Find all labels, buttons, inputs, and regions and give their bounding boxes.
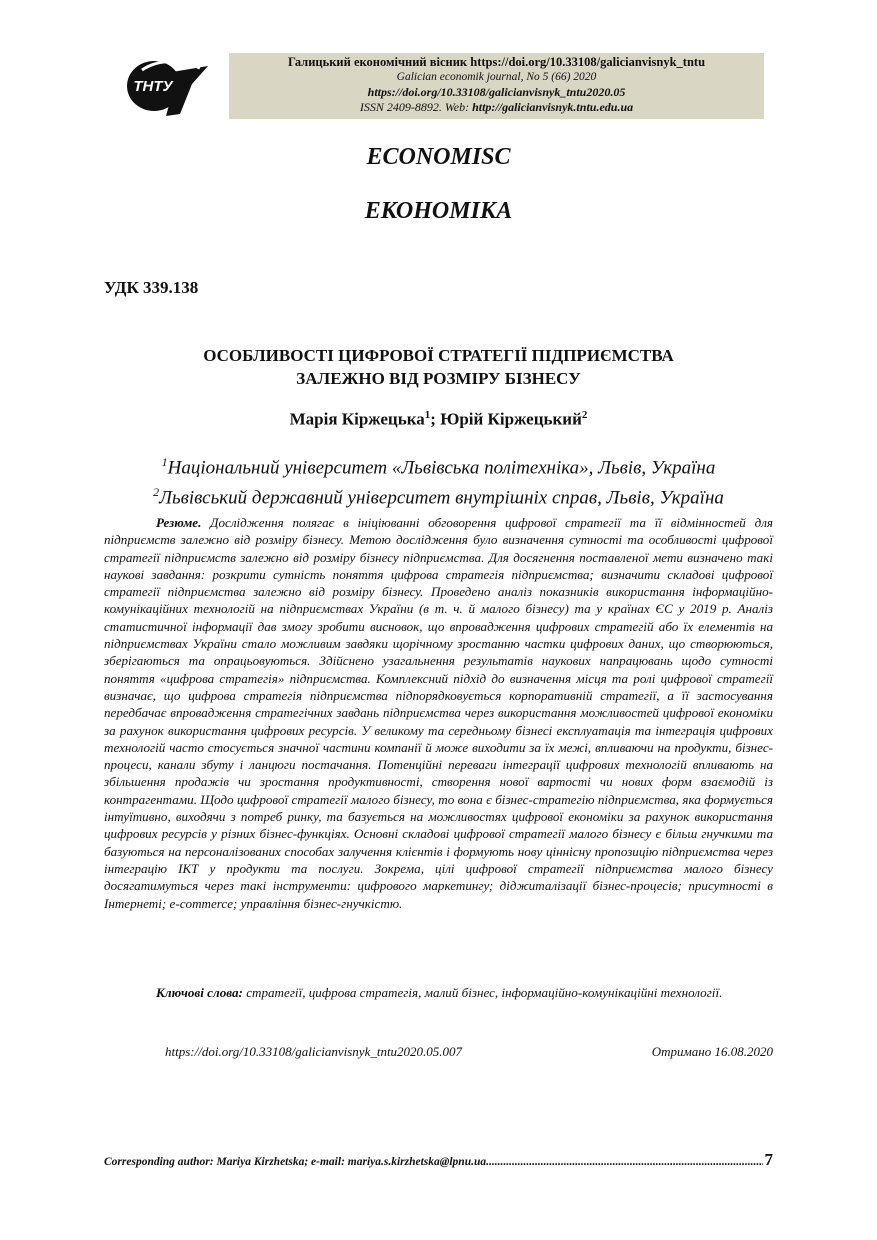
affiliations: [100, 450, 777, 511]
received-date: Отримано 16.08.2020: [651, 1044, 773, 1059]
authors-line: [0, 409, 877, 430]
author-separator: ;: [430, 409, 441, 429]
paper-title: [100, 344, 777, 390]
keywords-label: Ключові слова:: [156, 985, 243, 1000]
leader-dots: [486, 1156, 762, 1168]
abstract-label: Резюме.: [156, 515, 202, 530]
author-1: Марія Кіржецька: [289, 409, 425, 429]
issn-text: ISSN 2409-8892. Web:: [359, 100, 473, 114]
keywords-text: стратегії, цифрова стратегія, малий бізнес, інформаційно-комунікаційні технології.: [242, 985, 723, 1000]
article-doi-link[interactable]: https://doi.org/10.33108/galicianvisnyk_tntu2020.05.007: [165, 1044, 463, 1059]
journal-issue-line: Galician economik journal, No 5 (66) 2020: [396, 71, 597, 83]
author-2-sup: 2: [581, 409, 588, 421]
paper-title-line-1: ОСОБЛИВОСТІ ЦИФРОВОЇ СТРАТЕГІЇ ПІДПРИЄМСТВА: [203, 346, 674, 365]
section-heading-en: ECONOMISC: [366, 144, 511, 170]
journal-web-link[interactable]: http://galicianvisnyk.tntu.edu.ua: [472, 100, 634, 114]
author-2: Юрій Кіржецький: [440, 409, 582, 429]
journal-issn-line: [229, 100, 764, 115]
affiliation-2: [100, 480, 777, 510]
paper-title-line-2: ЗАЛЕЖНО ВІД РОЗМІРУ БІЗНЕСУ: [296, 369, 581, 388]
abstract: [104, 514, 773, 912]
corresponding-author-note: Corresponding author: Mariya Kirzhetska; e-mail: mariya.s.kirzhetska@lpnu.ua: [104, 1156, 487, 1168]
affiliation-2-text: Львівський державний університет внутрішніх справ, Львів, Україна: [159, 487, 724, 509]
affiliation-1-text: Національний університет «Львівська політехніка», Львів, Україна: [167, 457, 716, 479]
page-number: 7: [764, 1150, 773, 1169]
affiliation-1: [100, 450, 777, 480]
journal-title-line: Галицький економічний вісник https://doi.org/10.33108/galicianvisnyk_tntu: [287, 55, 706, 69]
journal-doi-line[interactable]: https://doi.org/10.33108/galicianvisnyk_tntu2020.05: [367, 85, 626, 99]
author-1-sup: 1: [424, 409, 431, 421]
section-heading-ua: ЕКОНОМІКА: [364, 198, 513, 224]
tntu-logo: [120, 50, 212, 120]
udc-code: УДК 339.138: [104, 278, 199, 297]
logo-lettering: ТНТУ: [133, 78, 173, 95]
affiliation-1-sup: 1: [161, 455, 168, 469]
affiliation-2-sup: 2: [153, 485, 160, 500]
keywords: [104, 984, 773, 1001]
page-footer: [104, 1150, 773, 1170]
journal-header-box: [229, 53, 764, 119]
abstract-text: Дослідження полягає в ініціюванні обговорення цифрової стратегії та її відмінностей для підприємств залежно від розміру бізнесу. Метою дослідження було визначення сутності та особливості цифрової стратегії підприємств залежно від розміру бізнесу підприємства. Для досягнення поставленої мети визначено такі наукові завдання: розкрити сутність поняття цифрова стратегія підприємства; визначити складові цифрової стратегії підприємства залежно від розміру бізнесу. Проведено аналіз показників використання інформаційно-комунікаційних технологій на підприємствах України (в т. ч. й малого бізнесу) та у країнах ЄС у 2019 р. Аналіз статистичної інформації дав змогу зробити висновок, що впровадження цифрових стратегій або їх елементів на підприємствах України стало можливим завдяки щорічному зростанню частки цифрових даних, що створюються, зберігаються та опрацьовуються. Здійснено узагальнення результатів наукових напрацювань щодо сутності поняття «цифрова стратегія» підприємства. Комплексний підхід до визначення місця та ролі цифрової стратегії визначає, що цифрова стратегія підприємства підпорядковується корпоративній стратегії, а її застосування передбачає впровадження стратегічних завдань підприємства через використання можливостей цифрової економіки за рахунок використання цифрових ресурсів. У великому та середньому бізнесі експлуатація та інтеграція цифрових технологій часто стосується значної частини компанії й може виходити за їх межі, впливаючи на продукти, бізнес-процеси, канали збуту і ланцюги постачання. Потенційні переваги інтеграції цифрових технологій впливають на збільшення продажів чи зростання продуктивності, створення нової вартості чи нових форм взаємодій із контрагентами. Щодо цифрової стратегії малого бізнесу, то вона є бізнес-стратегію підприємства, яка формується інтуїтивно, виходячи з потреб ринку, та базується на можливостях цифрової економіки за рахунок використання цифрових ресурсів у різних бізнес-функціях. Основні складові цифрової стратегії малого бізнесу є більш гнучкими та базуються на персоналізованих способах залучення клієнтів і формують нову ціннісну пропозицію підприємства через інтеграцію ІКТ у продукти та послуги. Зокрема, цілі цифрової стратегії підприємства малого бізнесу досягатимуться через такі інструменти: цифрового маркетингу; діджиталізації бізнес-процесів; присутності в Інтернеті; e-commerce; управління бізнес-гнучкістю.: [104, 515, 773, 911]
